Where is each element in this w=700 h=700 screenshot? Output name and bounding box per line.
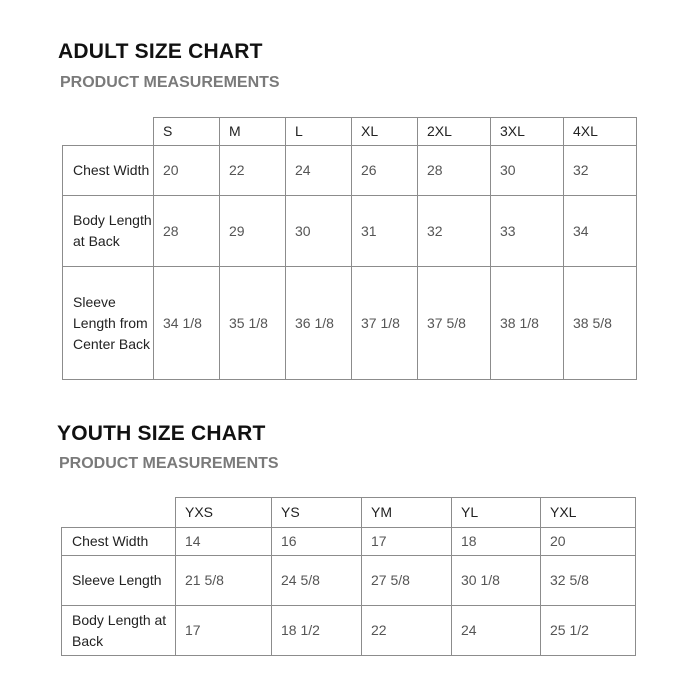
- table-cell: 34 1/8: [154, 267, 220, 380]
- table-cell: 37 1/8: [352, 267, 418, 380]
- table-row: [63, 146, 637, 196]
- table-cell: 20: [541, 528, 636, 556]
- adult-header-row: [63, 118, 637, 146]
- youth-header-row: [62, 498, 636, 528]
- youth-row-label-body-length: Body Length at Back: [62, 606, 176, 656]
- youth-row-label-sleeve-length: Sleeve Length: [62, 556, 176, 606]
- table-row: [62, 528, 636, 556]
- table-cell: 14: [176, 528, 272, 556]
- youth-size-header: YXS: [176, 498, 272, 528]
- table-cell: 38 5/8: [564, 267, 637, 380]
- table-cell: 17: [176, 606, 272, 656]
- youth-size-header: YM: [362, 498, 452, 528]
- adult-chart-subtitle: PRODUCT MEASUREMENTS: [60, 74, 280, 91]
- table-cell: 17: [362, 528, 452, 556]
- table-cell: 32: [418, 196, 491, 267]
- adult-size-header: 3XL: [491, 118, 564, 146]
- table-cell: 32 5/8: [541, 556, 636, 606]
- table-cell: 32: [564, 146, 637, 196]
- youth-size-table: [61, 497, 636, 656]
- table-cell: 26: [352, 146, 418, 196]
- table-cell: 22: [362, 606, 452, 656]
- adult-size-table: [62, 117, 637, 380]
- table-cell: 20: [154, 146, 220, 196]
- youth-chart-subtitle: PRODUCT MEASUREMENTS: [59, 455, 279, 472]
- adult-size-header: M: [220, 118, 286, 146]
- table-cell: 35 1/8: [220, 267, 286, 380]
- adult-row-label-chest-width: Chest Width: [63, 146, 154, 196]
- table-cell: 33: [491, 196, 564, 267]
- table-cell: 30: [286, 196, 352, 267]
- adult-size-header: S: [154, 118, 220, 146]
- adult-size-header: 4XL: [564, 118, 637, 146]
- table-cell: 18: [452, 528, 541, 556]
- table-row: [63, 267, 637, 380]
- table-cell: 27 5/8: [362, 556, 452, 606]
- table-cell: 38 1/8: [491, 267, 564, 380]
- youth-size-header: YL: [452, 498, 541, 528]
- table-cell: 16: [272, 528, 362, 556]
- table-row: [62, 606, 636, 656]
- table-cell: 36 1/8: [286, 267, 352, 380]
- adult-size-header: XL: [352, 118, 418, 146]
- table-cell: 24 5/8: [272, 556, 362, 606]
- table-cell: 28: [418, 146, 491, 196]
- table-cell: 31: [352, 196, 418, 267]
- adult-row-label-body-length: Body Length at Back: [63, 196, 154, 267]
- youth-chart-title: YOUTH SIZE CHART: [57, 422, 266, 445]
- table-cell: 37 5/8: [418, 267, 491, 380]
- adult-size-header: 2XL: [418, 118, 491, 146]
- youth-size-header: YS: [272, 498, 362, 528]
- table-cell: 22: [220, 146, 286, 196]
- adult-size-header: L: [286, 118, 352, 146]
- table-cell: 24: [286, 146, 352, 196]
- youth-size-header: YXL: [541, 498, 636, 528]
- table-cell: 25 1/2: [541, 606, 636, 656]
- table-row: [62, 556, 636, 606]
- youth-corner-cell: [62, 498, 176, 528]
- adult-corner-cell: [63, 118, 154, 146]
- table-cell: 30: [491, 146, 564, 196]
- table-cell: 18 1/2: [272, 606, 362, 656]
- adult-row-label-sleeve-length: Sleeve Length from Center Back: [63, 267, 154, 380]
- adult-chart-title: ADULT SIZE CHART: [58, 40, 263, 63]
- table-cell: 24: [452, 606, 541, 656]
- table-row: [63, 196, 637, 267]
- table-cell: 28: [154, 196, 220, 267]
- youth-row-label-chest-width: Chest Width: [62, 528, 176, 556]
- table-cell: 34: [564, 196, 637, 267]
- table-cell: 30 1/8: [452, 556, 541, 606]
- table-cell: 29: [220, 196, 286, 267]
- table-cell: 21 5/8: [176, 556, 272, 606]
